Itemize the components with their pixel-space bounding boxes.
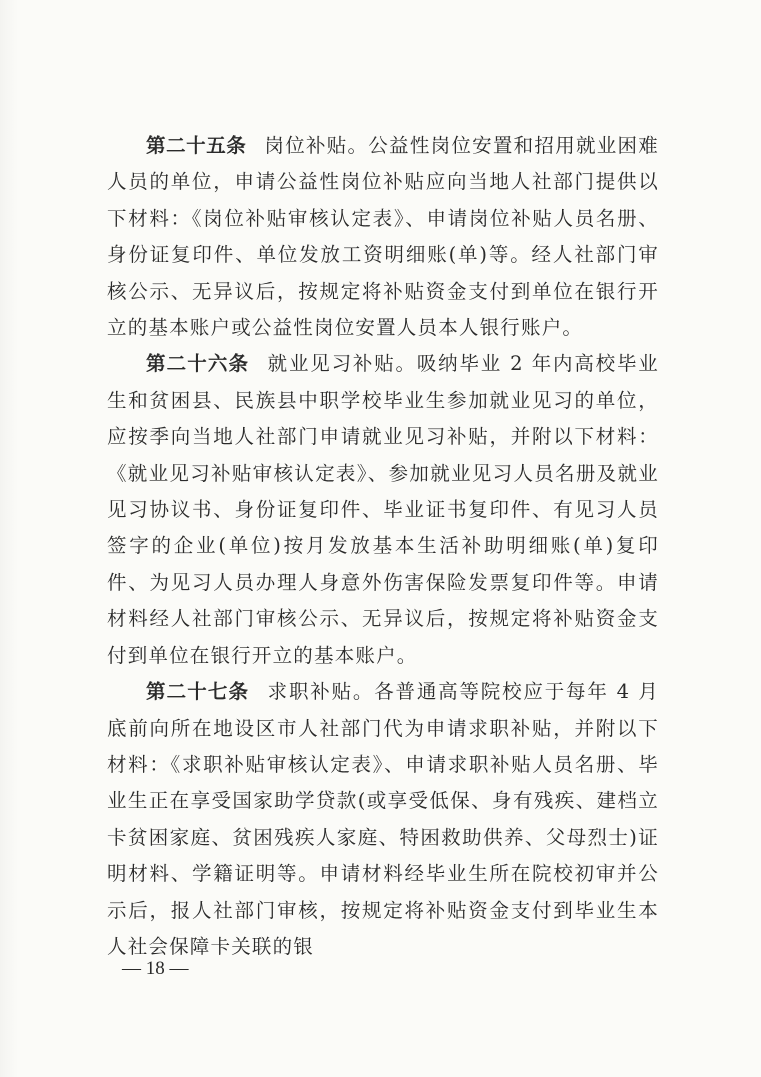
article-27 xyxy=(107,674,659,965)
article-26-body: 就业见习补贴。吸纳毕业 2 年内高校毕业生和贫困县、民族县中职学校毕业生参加就业见习的单位，应按季向当地人社部门申请就业见习补贴，并附以下材料：《就业见习补贴审核认定表》、参加就业见习人员名册及就业见习协议书、身份证复印件、毕业证书复印件、有见习人员签字的企业(单位)按月发放基本生活补助明细账(单)复印件、为见习人员办理人身意外伤害保险发票复印件等。申请材料经人社部门审核公示、无异议后，按规定将补贴资金支付到单位在银行开立的基本账户。 xyxy=(107,352,659,667)
article-26 xyxy=(107,346,659,674)
article-25-heading: 第二十五条 xyxy=(146,134,247,157)
article-27-heading: 第二十七条 xyxy=(146,680,250,704)
document-body xyxy=(107,128,659,965)
page-number: — 18 — xyxy=(122,958,189,979)
article-27-body: 求职补贴。各普通高等院校应于每年 4 月底前向所在地设区市人社部门代为申请求职补贴，并附以下材料：《求职补贴审核认定表》、申请求职补贴人员名册、毕业生正在享受国家助学贷款(或享受低保、身有残疾、建档立卡贫困家庭、贫困残疾人家庭、特困救助供养、父母烈士)证明材料、学籍证明等。申请材料经毕业生所在院校初审并公示后，报人社部门审核，按规定将补贴资金支付到毕业生本人社会保障卡关联的银 xyxy=(107,680,659,958)
article-26-heading: 第二十六条 xyxy=(146,352,250,376)
article-25 xyxy=(107,128,659,346)
article-25-body: 岗位补贴。公益性岗位安置和招用就业困难人员的单位，申请公益性岗位补贴应向当地人社部门提供以下材料：《岗位补贴审核认定表》、申请岗位补贴人员名册、身份证复印件、单位发放工资明细账(单)等。经人社部门审核公示、无异议后，按规定将补贴资金支付到单位在银行开立的基本账户或公益性岗位安置人员本人银行账户。 xyxy=(107,134,659,340)
